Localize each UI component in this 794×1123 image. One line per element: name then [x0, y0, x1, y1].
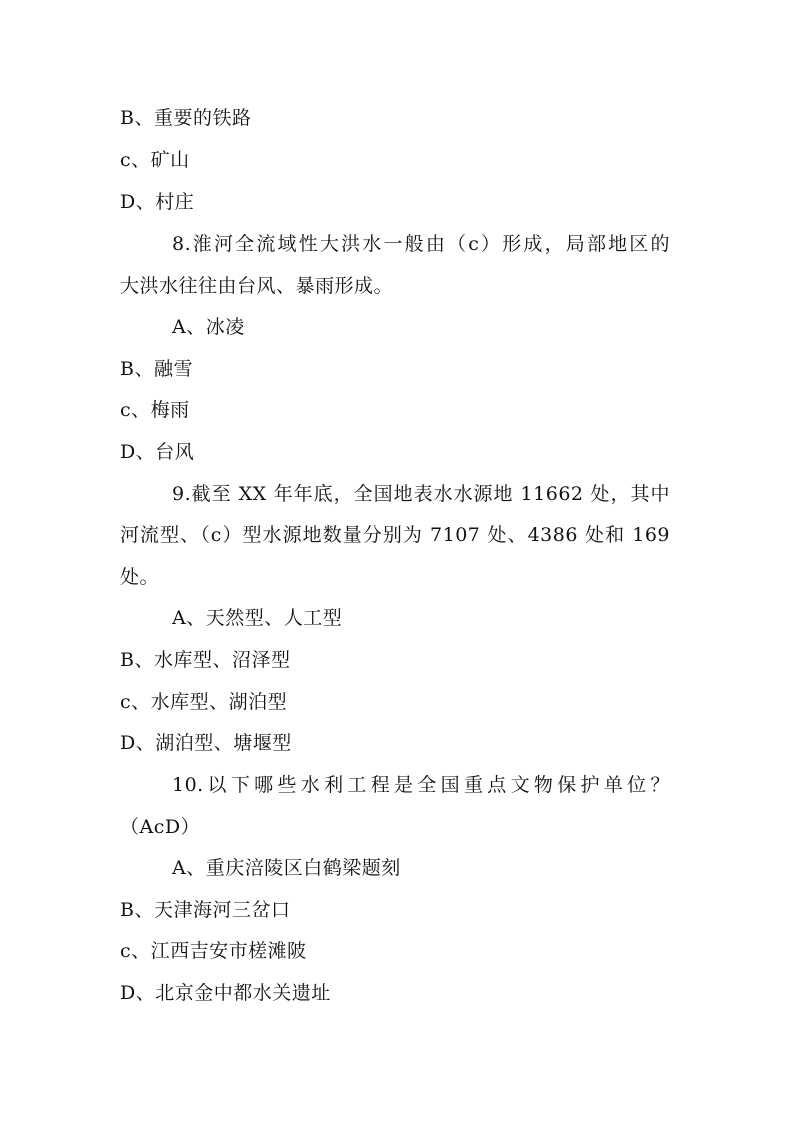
- option-line: B、水库型、沼泽型: [120, 649, 291, 671]
- question-text: 10.以下哪些水利工程是全国重点文物保护单位？: [172, 774, 670, 796]
- option-line: A、天然型、人工型: [172, 607, 343, 629]
- question-text: 处。: [120, 566, 160, 588]
- option-line: D、湖泊型、塘堰型: [120, 732, 292, 754]
- answer-text: （AcD）: [120, 816, 201, 838]
- option-line: A、重庆涪陵区白鹤梁题刻: [172, 857, 401, 879]
- option-line: B、天津海河三岔口: [120, 899, 291, 921]
- option-line: D、台风: [120, 441, 195, 463]
- option-line: c、江西吉安市槎滩陂: [120, 940, 307, 962]
- option-line: D、北京金中都水关遗址: [120, 982, 331, 1004]
- option-line: A、冰凌: [172, 316, 245, 338]
- option-line: c、矿山: [120, 149, 190, 171]
- question-text: 河流型、（c）型水源地数量分别为 7107 处、4386 处和 169: [120, 524, 670, 546]
- option-line: c、水库型、湖泊型: [120, 691, 288, 713]
- option-line: c、梅雨: [120, 399, 190, 421]
- question-text: 9.截至 XX 年年底，全国地表水水源地 11662 处，其中: [172, 483, 670, 505]
- option-line: B、融雪: [120, 358, 193, 380]
- question-text: 大洪水往往由台风、暴雨形成。: [120, 275, 394, 297]
- option-line: D、村庄: [120, 191, 195, 213]
- option-line: B、重要的铁路: [120, 107, 252, 129]
- question-text: 8.淮河全流域性大洪水一般由（c）形成，局部地区的: [172, 233, 670, 255]
